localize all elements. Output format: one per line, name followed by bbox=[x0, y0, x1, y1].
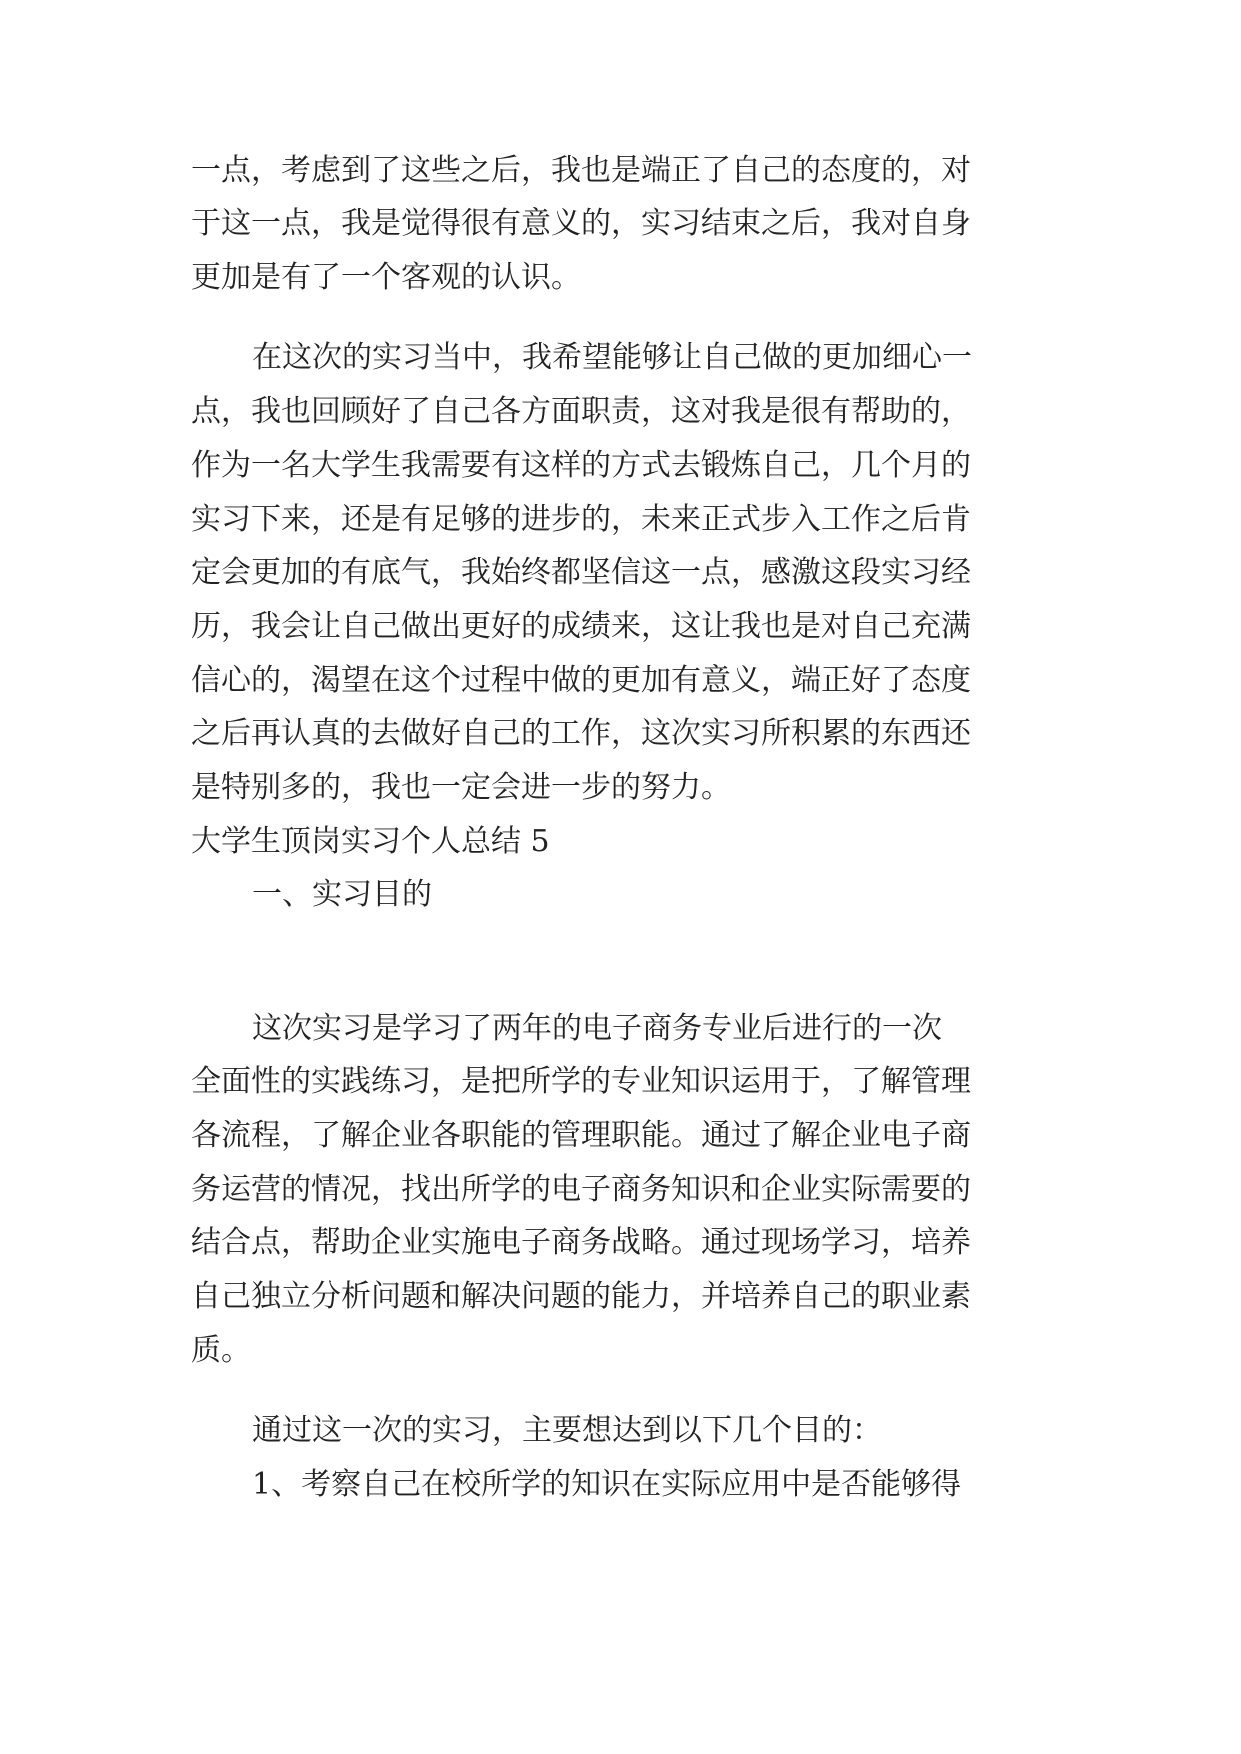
paragraph-line: 历，我会让自己做出更好的成绩来，这让我也是对自己充满 bbox=[191, 609, 971, 644]
paragraph-line: 务运营的情况，找出所学的电子商务知识和企业实际需要的 bbox=[191, 1172, 971, 1207]
section-heading: 大学生顶岗实习个人总结 5 bbox=[191, 824, 550, 859]
paragraph-line: 1、考察自己在校所学的知识在实际应用中是否能够得 bbox=[252, 1467, 962, 1502]
paragraph-line: 点，我也回顾好了自己各方面职责，这对我是很有帮助的， bbox=[191, 394, 971, 429]
paragraph-line: 自己独立分析问题和解决问题的能力，并培养自己的职业素 bbox=[191, 1279, 971, 1314]
paragraph-line: 于这一点，我是觉得很有意义的，实习结束之后，我对自身 bbox=[191, 206, 971, 241]
paragraph-line: 质。 bbox=[191, 1333, 251, 1368]
paragraph-line: 实习下来，还是有足够的进步的，未来正式步入工作之后肯 bbox=[191, 502, 971, 537]
paragraph-line: 在这次的实习当中，我希望能够让自己做的更加细心一 bbox=[252, 340, 972, 375]
paragraph-line: 一点，考虑到了这些之后，我也是端正了自己的态度的，对 bbox=[191, 153, 971, 188]
paragraph-line: 定会更加的有底气，我始终都坚信这一点，感激这段实习经 bbox=[191, 555, 971, 590]
paragraph-line: 结合点，帮助企业实施电子商务战略。通过现场学习，培养 bbox=[191, 1225, 971, 1260]
paragraph-line: 这次实习是学习了两年的电子商务专业后进行的一次 bbox=[252, 1011, 942, 1046]
paragraph-line: 之后再认真的去做好自己的工作，这次实习所积累的东西还 bbox=[191, 716, 971, 751]
subsection-heading: 一、实习目的 bbox=[252, 877, 432, 912]
paragraph-line: 各流程，了解企业各职能的管理职能。通过了解企业电子商 bbox=[191, 1118, 971, 1153]
paragraph-line: 全面性的实践练习，是把所学的专业知识运用于，了解管理 bbox=[191, 1064, 971, 1099]
paragraph-line: 更加是有了一个客观的认识。 bbox=[191, 260, 581, 295]
paragraph-line: 通过这一次的实习，主要想达到以下几个目的： bbox=[252, 1413, 882, 1448]
paragraph-line: 作为一名大学生我需要有这样的方式去锻炼自己，几个月的 bbox=[191, 448, 971, 483]
paragraph-line: 信心的，渴望在这个过程中做的更加有意义，端正好了态度 bbox=[191, 663, 971, 698]
paragraph-line: 是特别多的，我也一定会进一步的努力。 bbox=[191, 770, 731, 805]
